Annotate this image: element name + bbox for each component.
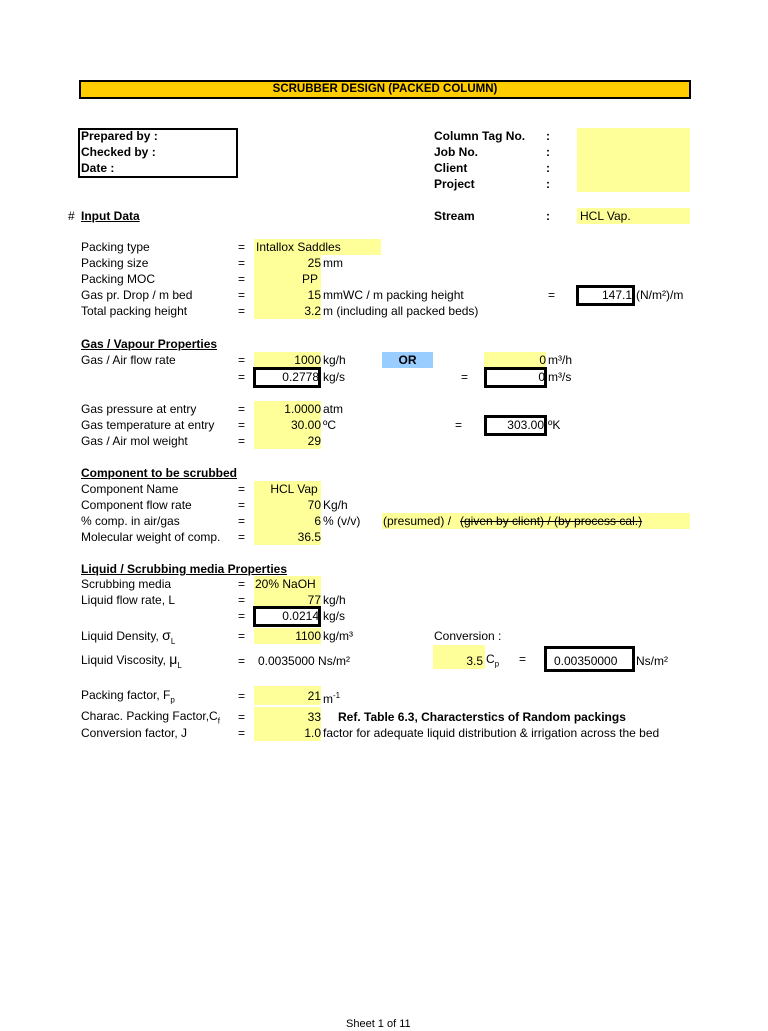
- gas-drop-value: 15: [307, 288, 321, 302]
- basis-presumed: (presumed) /: [383, 514, 452, 528]
- liquid-flow-unit: kg/h: [323, 593, 346, 607]
- conversion-factor-note: factor for adequate liquid distribution & irrigation across the bed: [323, 726, 660, 740]
- equals: =: [238, 288, 246, 302]
- cp-unit-text: C: [486, 652, 495, 666]
- equals: =: [238, 353, 246, 367]
- equals: =: [461, 370, 469, 384]
- checked-by-label: Checked by :: [81, 145, 156, 159]
- component-flow-label: Component flow rate: [81, 498, 192, 512]
- component-flow-value: 70: [307, 498, 321, 512]
- sheet-footer: Sheet 1 of 11: [346, 1018, 411, 1030]
- gas-drop-result: 147.1: [601, 288, 632, 302]
- equals: =: [238, 240, 246, 254]
- fp-unit-text: m: [323, 692, 333, 706]
- packing-size-value: 25: [307, 256, 321, 270]
- gas-flow-kgs: 0.2778: [282, 370, 319, 384]
- gas-mw-label: Gas / Air mol weight: [81, 434, 188, 448]
- colon: :: [546, 161, 550, 175]
- equals: =: [238, 370, 246, 384]
- liquid-flow-kgs-unit: kg/s: [323, 609, 346, 623]
- equals: =: [238, 304, 246, 318]
- date-label: Date :: [81, 161, 115, 175]
- equals: =: [238, 482, 246, 496]
- equals: =: [238, 514, 246, 528]
- gas-drop-unit: mmWC / m packing height: [323, 288, 464, 302]
- component-name-value: HCL Vap: [270, 482, 318, 496]
- equals: =: [238, 710, 246, 724]
- scrubbing-media-label: Scrubbing media: [81, 577, 172, 591]
- equals: =: [238, 593, 246, 607]
- component-pct-label: % comp. in air/gas: [81, 514, 180, 528]
- gas-drop-result-unit: (N/m²)/m: [636, 288, 684, 302]
- equals: =: [238, 418, 246, 432]
- equals: =: [238, 726, 246, 740]
- liquid-viscosity-label: [81, 652, 182, 673]
- viscosity-result-unit: Ns/m²: [636, 654, 668, 668]
- conversion-label: Conversion :: [434, 629, 502, 643]
- project-label: Project: [434, 177, 475, 191]
- gas-flow-label: Gas / Air flow rate: [81, 353, 176, 367]
- equals: =: [238, 530, 246, 544]
- column-tag-label: Column Tag No.: [434, 129, 526, 143]
- liquid-flow-label: Liquid flow rate, L: [81, 593, 176, 607]
- colon: :: [546, 177, 550, 191]
- conversion-factor-value: 1.0: [304, 726, 321, 740]
- scrubbing-media-value: 20% NaOH: [255, 577, 316, 591]
- gas-drop-label: Gas pr. Drop / m bed: [81, 288, 193, 302]
- colon: :: [546, 145, 550, 159]
- liquid-density-text: Liquid Density,: [81, 629, 159, 643]
- component-mw-label: Molecular weight of comp.: [81, 530, 221, 544]
- equals: =: [238, 654, 246, 668]
- liquid-viscosity-text: Liquid Viscosity,: [81, 653, 166, 667]
- gas-properties-heading: Gas / Vapour Properties: [81, 337, 218, 351]
- liquid-viscosity-value: 0.0035000 Ns/m²: [258, 654, 351, 668]
- equals: =: [519, 652, 527, 666]
- equals: =: [238, 629, 246, 643]
- page-title: SCRUBBER DESIGN (PACKED COLUMN): [79, 80, 691, 99]
- packing-factor-unit: [323, 689, 340, 706]
- charac-factor-reference: Ref. Table 6.3, Characterstics of Random packings: [338, 710, 626, 724]
- gas-vol-value: 0: [539, 353, 546, 367]
- header-values-field[interactable]: [577, 128, 690, 192]
- basis-struck: (given by client) / (by process cal.): [460, 514, 643, 528]
- input-data-heading: Input Data: [81, 209, 140, 223]
- equals: =: [238, 272, 246, 286]
- equals: =: [455, 418, 463, 432]
- component-flow-unit: Kg/h: [323, 498, 348, 512]
- gas-temp-label: Gas temperature at entry: [81, 418, 215, 432]
- stream-label: Stream: [434, 209, 475, 223]
- packing-height-unit: m (including all packed beds): [323, 304, 479, 318]
- packing-height-value: 3.2: [304, 304, 321, 318]
- gas-vol-unit: m³/h: [548, 353, 572, 367]
- cp-subscript: p: [494, 659, 500, 669]
- mu-symbol: $\mu_L$: [169, 651, 182, 670]
- cp-value: 3.5: [466, 654, 483, 668]
- component-mw-value: 36.5: [297, 530, 321, 544]
- packing-type-label: Packing type: [81, 240, 150, 254]
- liquid-density-unit: kg/m³: [323, 629, 353, 643]
- gas-temp-k-unit: ºK: [548, 418, 561, 432]
- prepared-by-label: Prepared by :: [81, 129, 158, 143]
- equals: =: [548, 288, 556, 302]
- liquid-density-label: [81, 628, 175, 649]
- fp-unit-exponent: -1: [333, 691, 341, 700]
- sigma-symbol: $\sigma_L$: [162, 627, 176, 646]
- gas-mw-value: 29: [307, 434, 321, 448]
- packing-moc-label: Packing MOC: [81, 272, 156, 286]
- packing-factor-label: [81, 688, 175, 707]
- gas-vol-m3s-unit: m³/s: [548, 370, 572, 384]
- cp-unit: [486, 652, 499, 671]
- gas-flow-kgs-unit: kg/s: [323, 370, 346, 384]
- gas-temp-value: 30.00: [290, 418, 321, 432]
- packing-size-unit: mm: [323, 256, 343, 270]
- equals: =: [238, 689, 246, 703]
- charac-factor-value: 33: [307, 710, 321, 724]
- gas-pressure-label: Gas pressure at entry: [81, 402, 197, 416]
- liquid-flow-value: 77: [307, 593, 321, 607]
- equals: =: [238, 577, 246, 591]
- packing-factor-text: Packing factor, F: [81, 688, 171, 702]
- job-no-label: Job No.: [434, 145, 478, 159]
- equals: =: [238, 256, 246, 270]
- equals: =: [238, 402, 246, 416]
- charac-factor-text: Charac. Packing Factor,C: [81, 709, 218, 723]
- equals: =: [238, 434, 246, 448]
- packing-moc-value: PP: [301, 272, 318, 286]
- liquid-flow-kgs: 0.0214: [282, 609, 319, 623]
- packing-factor-value: 21: [307, 689, 321, 703]
- gas-pressure-value: 1.0000: [284, 402, 321, 416]
- liquid-heading: Liquid / Scrubbing media Properties: [81, 562, 288, 576]
- packing-type-value: Intallox Saddles: [256, 240, 341, 254]
- component-heading: Component to be scrubbed: [81, 466, 237, 480]
- fp-subscript: p: [170, 695, 175, 705]
- component-pct-value: 6: [314, 514, 321, 528]
- gas-temp-unit: ºC: [323, 418, 337, 432]
- gas-vol-m3s: 0: [538, 370, 545, 384]
- colon: :: [546, 129, 550, 143]
- cf-subscript: f: [217, 716, 220, 726]
- gas-flow-value: 1000: [294, 353, 321, 367]
- viscosity-result: 0.00350000: [554, 654, 618, 668]
- equals: =: [238, 498, 246, 512]
- gas-pressure-unit: atm: [323, 402, 344, 416]
- equals: =: [238, 609, 246, 623]
- component-name-label: Component Name: [81, 482, 179, 496]
- colon: :: [546, 209, 550, 223]
- client-label: Client: [434, 161, 468, 175]
- stream-value: HCL Vap.: [580, 209, 631, 223]
- gas-flow-unit: kg/h: [323, 353, 346, 367]
- liquid-density-value: 1100: [295, 629, 321, 643]
- component-pct-unit: % (v/v): [323, 514, 361, 528]
- conversion-factor-label: Conversion factor, J: [81, 726, 188, 740]
- packing-height-label: Total packing height: [81, 304, 188, 318]
- or-label: OR: [398, 353, 417, 367]
- row-marker: #: [68, 209, 75, 223]
- packing-size-label: Packing size: [81, 256, 149, 270]
- gas-temp-k: 303.00: [507, 418, 544, 432]
